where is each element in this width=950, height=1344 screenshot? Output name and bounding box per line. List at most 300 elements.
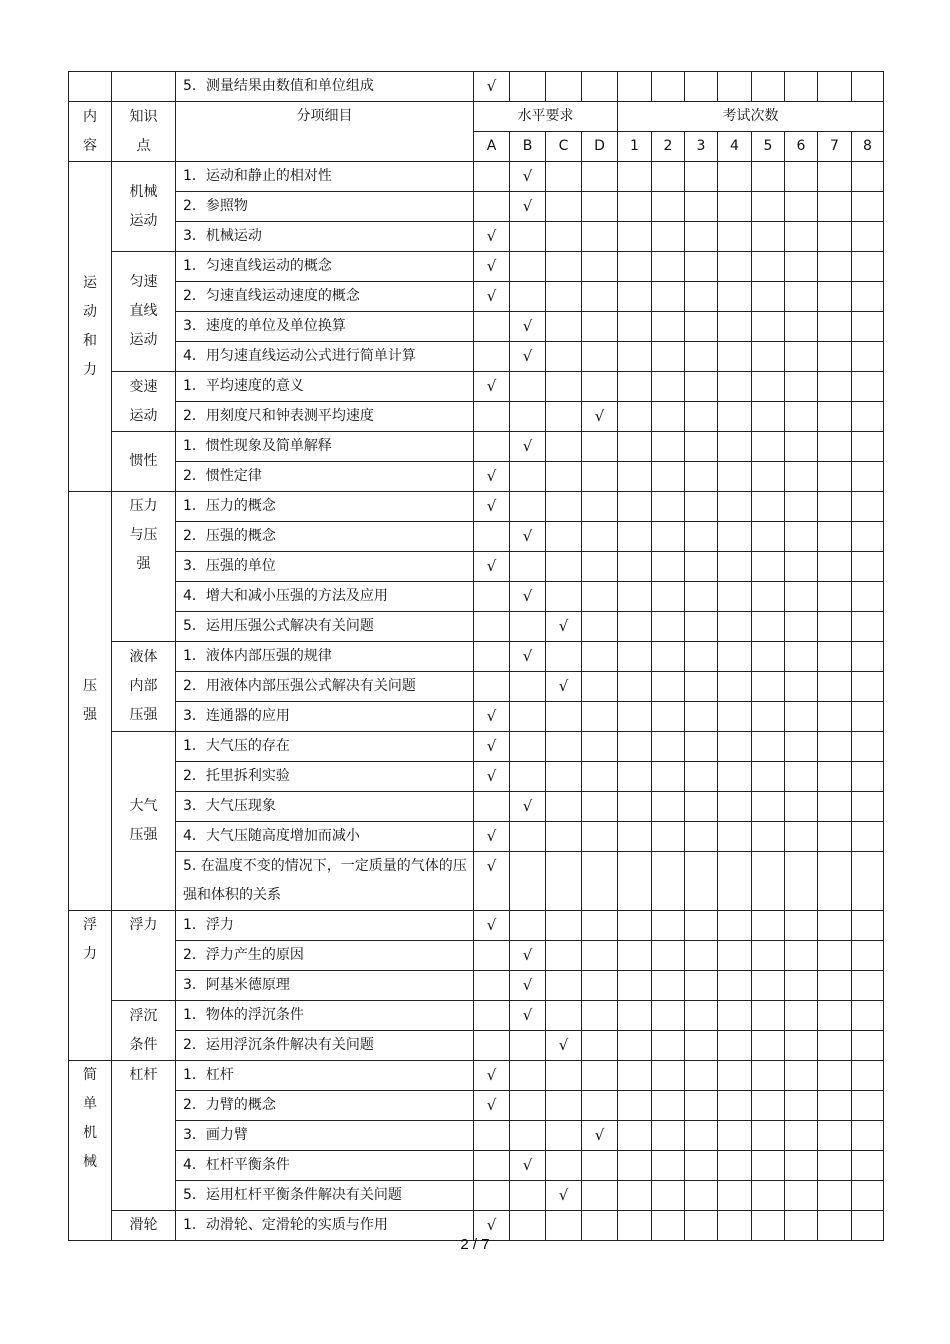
- exam-cell: [752, 1031, 785, 1061]
- header-level-d: D: [582, 132, 618, 162]
- level-cell-c: [546, 1061, 582, 1091]
- level-cell-c: [546, 192, 582, 222]
- exam-cell: [618, 971, 652, 1001]
- item-cell: 1．动滑轮、定滑轮的实质与作用: [176, 1211, 474, 1241]
- cell-text: 机: [83, 1125, 97, 1141]
- exam-cell: [618, 72, 652, 102]
- exam-cell: [685, 911, 718, 941]
- check-mark: √: [558, 1036, 569, 1054]
- level-cell-a: [474, 342, 510, 372]
- level-cell-c: [546, 222, 582, 252]
- exam-cell: [818, 732, 852, 762]
- exam-cell: [852, 762, 884, 792]
- level-cell-a: [474, 792, 510, 822]
- exam-cell: [852, 582, 884, 612]
- check-mark: √: [594, 1126, 605, 1144]
- level-cell-d: [582, 1031, 618, 1061]
- exam-cell: [618, 222, 652, 252]
- check-mark: √: [486, 377, 497, 395]
- exam-cell: [785, 282, 818, 312]
- exam-cell: [852, 1031, 884, 1061]
- exam-cell: [718, 732, 752, 762]
- exam-cell: [718, 941, 752, 971]
- exam-cell: [752, 1121, 785, 1151]
- level-cell-a: [474, 192, 510, 222]
- cell-text: 运动: [129, 332, 158, 348]
- exam-cell: [752, 552, 785, 582]
- cell-text: 大气: [129, 798, 158, 814]
- level-cell-d: [582, 72, 618, 102]
- level-cell-c: [546, 1151, 582, 1181]
- table-row: [69, 552, 884, 582]
- exam-cell: [718, 1031, 752, 1061]
- exam-cell: [718, 162, 752, 192]
- exam-cell: [718, 1001, 752, 1031]
- exam-cell: [652, 971, 685, 1001]
- level-cell-c: [546, 732, 582, 762]
- exam-cell: [785, 612, 818, 642]
- table-row: [69, 342, 884, 372]
- exam-cell: [718, 911, 752, 941]
- level-cell-c: [546, 372, 582, 402]
- exam-cell: [852, 1061, 884, 1091]
- level-cell-b: [510, 792, 546, 822]
- level-cell-c: [546, 822, 582, 852]
- header-row: [69, 102, 884, 132]
- exam-cell: [685, 1091, 718, 1121]
- level-cell-b: [510, 971, 546, 1001]
- exam-cell: [652, 372, 685, 402]
- exam-cell: [852, 192, 884, 222]
- level-cell-c: [546, 911, 582, 941]
- check-mark: √: [522, 527, 533, 545]
- table-row: [69, 612, 884, 642]
- level-cell-b: [510, 402, 546, 432]
- exam-cell: [852, 312, 884, 342]
- item-cell: 1．大气压的存在: [176, 732, 474, 762]
- check-mark: √: [486, 1216, 497, 1234]
- level-cell-a: [474, 582, 510, 612]
- exam-cell: [818, 672, 852, 702]
- knowledge-cell: [112, 162, 176, 252]
- knowledge-cell: [112, 911, 176, 1001]
- exam-cell: [718, 1121, 752, 1151]
- table-row: [69, 582, 884, 612]
- level-cell-b: [510, 312, 546, 342]
- exam-cell: [618, 402, 652, 432]
- level-cell-d: [582, 732, 618, 762]
- exam-cell: [685, 1151, 718, 1181]
- check-mark: √: [486, 467, 497, 485]
- level-cell-d: [582, 971, 618, 1001]
- level-cell-d: [582, 672, 618, 702]
- exam-cell: [718, 192, 752, 222]
- exam-cell: [852, 462, 884, 492]
- level-cell-c: [546, 402, 582, 432]
- exam-cell: [785, 342, 818, 372]
- exam-cell: [785, 702, 818, 732]
- level-cell-b: [510, 672, 546, 702]
- level-cell-a: [474, 522, 510, 552]
- cell-text: 浮: [83, 917, 97, 933]
- exam-cell: [785, 642, 818, 672]
- exam-cell: [785, 312, 818, 342]
- level-cell-a: [474, 492, 510, 522]
- item-cell: 3．画力臂: [176, 1121, 474, 1151]
- exam-cell: [685, 1031, 718, 1061]
- knowledge-cell: [112, 1061, 176, 1211]
- exam-cell: [852, 822, 884, 852]
- exam-cell: [618, 282, 652, 312]
- exam-cell: [818, 1091, 852, 1121]
- level-cell-d: [582, 192, 618, 222]
- level-cell-a: [474, 1181, 510, 1211]
- level-cell-c: [546, 762, 582, 792]
- exam-cell: [785, 1001, 818, 1031]
- cell-text: 动: [83, 303, 97, 320]
- table-row: [69, 702, 884, 732]
- check-mark: √: [522, 167, 533, 185]
- table-row: [69, 192, 884, 222]
- exam-cell: [752, 522, 785, 552]
- exam-cell: [652, 1181, 685, 1211]
- level-cell-d: [582, 462, 618, 492]
- exam-cell: [718, 762, 752, 792]
- exam-cell: [818, 72, 852, 102]
- item-cell: 1．运动和静止的相对性: [176, 162, 474, 192]
- level-cell-d: [582, 642, 618, 672]
- exam-cell: [852, 612, 884, 642]
- exam-cell: [818, 971, 852, 1001]
- header-level-c: C: [546, 132, 582, 162]
- exam-cell: [652, 312, 685, 342]
- exam-cell: [818, 1061, 852, 1091]
- cell-text: 匀速: [129, 274, 158, 290]
- exam-cell: [618, 192, 652, 222]
- exam-cell: [818, 1031, 852, 1061]
- exam-cell: [785, 522, 818, 552]
- exam-cell: [618, 941, 652, 971]
- exam-cell: [785, 762, 818, 792]
- exam-cell: [752, 612, 785, 642]
- check-mark: √: [486, 767, 497, 785]
- exam-cell: [618, 852, 652, 911]
- level-cell-b: [510, 1121, 546, 1151]
- exam-cell: [752, 492, 785, 522]
- level-cell-b: [510, 1061, 546, 1091]
- exam-cell: [652, 282, 685, 312]
- check-mark: √: [486, 557, 497, 575]
- cell-text: 和: [83, 332, 97, 349]
- level-cell-b: [510, 642, 546, 672]
- level-cell-d: [582, 342, 618, 372]
- level-cell-b: [510, 282, 546, 312]
- exam-cell: [785, 492, 818, 522]
- exam-cell: [852, 1091, 884, 1121]
- level-cell-d: [582, 432, 618, 462]
- table-row: [69, 1121, 884, 1151]
- exam-cell: [618, 1181, 652, 1211]
- level-cell-d: [582, 162, 618, 192]
- check-mark: √: [522, 976, 533, 994]
- header-exam-6: 6: [785, 132, 818, 162]
- exam-cell: [785, 1061, 818, 1091]
- cell-text: 浮沉: [129, 1007, 158, 1024]
- cell-text: 简: [83, 1067, 97, 1083]
- level-cell-c: [546, 342, 582, 372]
- exam-cell: [785, 552, 818, 582]
- header-exam-2: 2: [652, 132, 685, 162]
- level-cell-b: [510, 582, 546, 612]
- exam-cell: [685, 582, 718, 612]
- exam-cell: [718, 342, 752, 372]
- exam-cell: [685, 252, 718, 282]
- exam-cell: [618, 732, 652, 762]
- level-cell-d: [582, 1151, 618, 1181]
- level-cell-b: [510, 762, 546, 792]
- exam-cell: [652, 252, 685, 282]
- exam-cell: [852, 1151, 884, 1181]
- exam-cell: [785, 792, 818, 822]
- check-mark: √: [558, 677, 569, 695]
- level-cell-a: [474, 852, 510, 911]
- level-cell-c: [546, 1031, 582, 1061]
- level-cell-d: [582, 492, 618, 522]
- table-row: [69, 762, 884, 792]
- level-cell-c: [546, 552, 582, 582]
- level-cell-b: [510, 252, 546, 282]
- exam-cell: [652, 492, 685, 522]
- exam-cell: [618, 822, 652, 852]
- cell-text: 强: [136, 556, 151, 572]
- exam-cell: [618, 642, 652, 672]
- check-mark: √: [486, 737, 497, 755]
- header-level-b: B: [510, 132, 546, 162]
- exam-cell: [752, 971, 785, 1001]
- level-cell-a: [474, 1091, 510, 1121]
- exam-cell: [685, 72, 718, 102]
- cell-text: 杠杆: [129, 1067, 158, 1083]
- exam-cell: [852, 72, 884, 102]
- exam-cell: [818, 522, 852, 552]
- level-cell-d: [582, 612, 618, 642]
- table-row: [69, 852, 884, 882]
- level-cell-d: [582, 1181, 618, 1211]
- table-row: [69, 282, 884, 312]
- table-row: [69, 432, 884, 462]
- exam-cell: [652, 192, 685, 222]
- level-cell-d: [582, 312, 618, 342]
- exam-cell: [652, 762, 685, 792]
- cell-text: 内: [83, 108, 97, 125]
- level-cell-a: [474, 732, 510, 762]
- level-cell-c: [546, 252, 582, 282]
- level-cell-d: [582, 1091, 618, 1121]
- exam-cell: [852, 911, 884, 941]
- exam-cell: [785, 852, 818, 911]
- level-cell-d: [582, 702, 618, 732]
- cell-text: 力: [83, 946, 97, 962]
- exam-cell: [685, 282, 718, 312]
- exam-cell: [852, 492, 884, 522]
- exam-cell: [785, 252, 818, 282]
- exam-cell: [685, 642, 718, 672]
- level-cell-a: [474, 162, 510, 192]
- exam-cell: [718, 462, 752, 492]
- exam-cell: [652, 1001, 685, 1031]
- exam-cell: [818, 822, 852, 852]
- cell-text: 压力: [129, 498, 158, 514]
- level-cell-a: [474, 911, 510, 941]
- exam-cell: [685, 792, 718, 822]
- level-cell-b: [510, 432, 546, 462]
- exam-cell: [718, 282, 752, 312]
- exam-cell: [785, 1181, 818, 1211]
- table-row: [69, 971, 884, 1001]
- item-cell: 3．大气压现象: [176, 792, 474, 822]
- level-cell-c: [546, 312, 582, 342]
- table-row: [69, 792, 884, 822]
- knowledge-cell: [112, 492, 176, 642]
- exam-cell: [785, 432, 818, 462]
- exam-cell: [618, 432, 652, 462]
- check-mark: √: [486, 497, 497, 515]
- exam-cell: [685, 342, 718, 372]
- exam-cell: [752, 852, 785, 911]
- exam-cell: [685, 822, 718, 852]
- exam-cell: [685, 672, 718, 702]
- item-cell: 2．参照物: [176, 192, 474, 222]
- exam-cell: [618, 1001, 652, 1031]
- exam-cell: [718, 402, 752, 432]
- exam-cell: [852, 971, 884, 1001]
- exam-cell: [785, 162, 818, 192]
- exam-cell: [685, 1061, 718, 1091]
- exam-cell: [785, 911, 818, 941]
- knowledge-cell: [112, 252, 176, 372]
- exam-cell: [652, 72, 685, 102]
- level-cell-b: [510, 372, 546, 402]
- exam-cell: [652, 222, 685, 252]
- exam-cell: [785, 1121, 818, 1151]
- cell-text: 强: [83, 707, 97, 723]
- cell-text: 直线: [129, 303, 158, 319]
- exam-cell: [618, 252, 652, 282]
- exam-cell: [818, 702, 852, 732]
- exam-cell: [685, 971, 718, 1001]
- exam-cell: [752, 462, 785, 492]
- exam-cell: [752, 1181, 785, 1211]
- table-row: [69, 822, 884, 852]
- exam-cell: [718, 612, 752, 642]
- header-exam-group: 考试次数: [618, 102, 884, 132]
- exam-cell: [685, 852, 718, 911]
- exam-cell: [718, 252, 752, 282]
- table-row: [69, 1001, 884, 1031]
- table-row: [69, 941, 884, 971]
- exam-cell: [652, 732, 685, 762]
- exam-cell: [718, 492, 752, 522]
- level-cell-b: [510, 522, 546, 552]
- level-cell-a: [474, 462, 510, 492]
- exam-cell: [685, 432, 718, 462]
- level-cell-a: [474, 402, 510, 432]
- level-cell-c: [546, 792, 582, 822]
- exam-cell: [852, 282, 884, 312]
- cell-text: 机械: [129, 183, 158, 200]
- exam-cell: [718, 971, 752, 1001]
- exam-cell: [752, 1151, 785, 1181]
- exam-cell: [718, 432, 752, 462]
- check-mark: √: [486, 916, 497, 934]
- exam-cell: [785, 72, 818, 102]
- exam-cell: [685, 192, 718, 222]
- cell-text: 变速: [129, 378, 158, 395]
- exam-cell: [785, 1091, 818, 1121]
- exam-cell: [685, 372, 718, 402]
- exam-cell: [852, 642, 884, 672]
- level-cell-b: [510, 492, 546, 522]
- level-cell-a: [474, 1121, 510, 1151]
- level-cell-b: [510, 72, 546, 102]
- level-cell-c: [546, 971, 582, 1001]
- exam-cell: [852, 1001, 884, 1031]
- cell-text: 运: [83, 274, 97, 291]
- table-row: [69, 732, 884, 762]
- exam-cell: [618, 702, 652, 732]
- level-cell-c: [546, 941, 582, 971]
- item-cell: 1．平均速度的意义: [176, 372, 474, 402]
- knowledge-cell: [112, 642, 176, 732]
- item-cell: 2．托里拆利实验: [176, 762, 474, 792]
- exam-cell: [685, 732, 718, 762]
- table-row: [69, 72, 884, 102]
- item-cell: 3．压强的单位: [176, 552, 474, 582]
- exam-cell: [618, 672, 652, 702]
- level-cell-b: [510, 1031, 546, 1061]
- exam-cell: [718, 1091, 752, 1121]
- exam-cell: [718, 852, 752, 911]
- level-cell-a: [474, 672, 510, 702]
- item-cell: 4．杠杆平衡条件: [176, 1151, 474, 1181]
- header-exam-7: 7: [818, 132, 852, 162]
- exam-cell: [685, 1181, 718, 1211]
- exam-cell: [752, 911, 785, 941]
- check-mark: √: [486, 857, 497, 875]
- exam-cell: [752, 312, 785, 342]
- check-mark: √: [522, 946, 533, 964]
- level-cell-d: [582, 1121, 618, 1151]
- exam-cell: [685, 522, 718, 552]
- exam-cell: [718, 582, 752, 612]
- level-cell-b: [510, 192, 546, 222]
- exam-cell: [685, 402, 718, 432]
- exam-cell: [785, 732, 818, 762]
- exam-cell: [652, 911, 685, 941]
- level-cell-a: [474, 1001, 510, 1031]
- exam-cell: [652, 1061, 685, 1091]
- exam-cell: [752, 702, 785, 732]
- level-cell-d: [582, 552, 618, 582]
- table-row: [69, 672, 884, 702]
- exam-cell: [752, 342, 785, 372]
- exam-cell: [785, 971, 818, 1001]
- exam-cell: [785, 582, 818, 612]
- level-cell-d: [582, 1061, 618, 1091]
- table-row: [69, 522, 884, 552]
- cell-text: 内部: [129, 678, 158, 694]
- exam-cell: [852, 672, 884, 702]
